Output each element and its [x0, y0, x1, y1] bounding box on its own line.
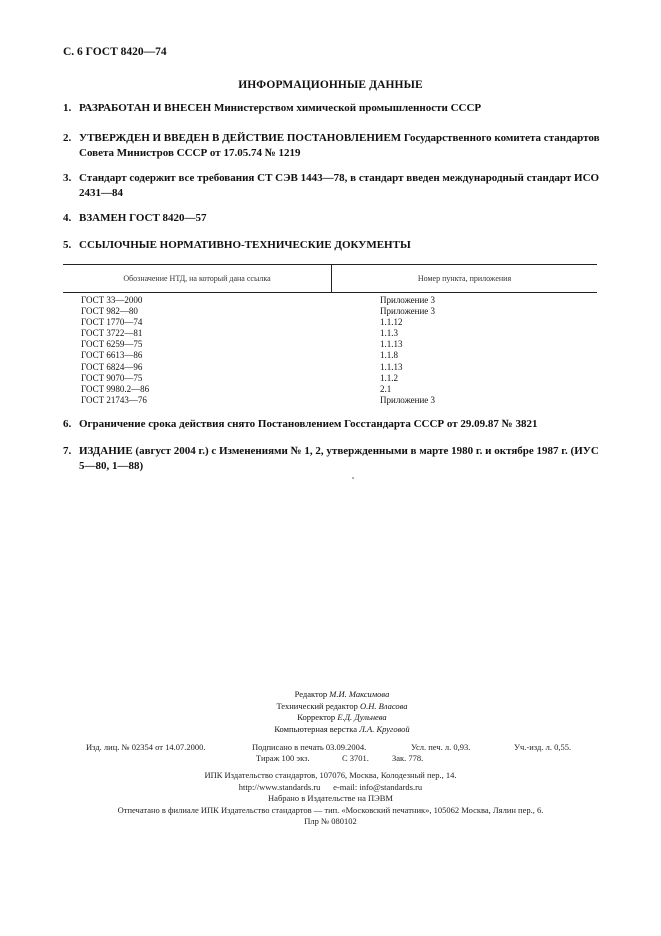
table-row: [63, 373, 597, 384]
item-text: ИЗДАНИЕ (август 2004 г.) с Изменениями № 1, 2, утвержденными в марте 1980 г. и октябре 1987 г. (ИУС 5—80, 1—88): [79, 445, 599, 472]
credit-proofreader: [232, 712, 452, 724]
table-header-designation: Обозначение НТД, на который дана ссылка: [123, 274, 271, 283]
credit-name: Л.А. Круговой: [359, 723, 410, 734]
table-cell-clause: 1.1.13: [380, 361, 403, 372]
item-number: 2.: [63, 132, 72, 144]
credit-name: М.И. Максимова: [329, 689, 390, 699]
table-cell-clause: Приложение 3: [380, 306, 436, 317]
scan-speck: [352, 477, 354, 479]
signed-info: Подписано в печать 03.09.2004.: [252, 742, 367, 752]
credit-tech-editor: [232, 701, 452, 713]
table-cell-clause: Приложение 3: [380, 295, 436, 305]
item-number: 3.: [63, 172, 72, 184]
item-text: РАЗРАБОТАН И ВНЕСЕН Министерством химической промышленности СССР: [79, 102, 482, 114]
publisher-web: http://www.standards.ru e-mail: info@standards.ru: [238, 781, 423, 792]
order-info: Зак. 778.: [392, 753, 424, 763]
edu-sheets-info: Уч.-изд. л. 0,55.: [514, 742, 572, 752]
table-cell-designation: ГОСТ 1770—74: [81, 317, 143, 328]
table-cell-designation: ГОСТ 6613—86: [81, 350, 143, 361]
item-number: 6.: [63, 418, 72, 430]
table-row: [63, 317, 597, 328]
credit-role: Редактор: [294, 689, 328, 699]
credit-layout: [232, 724, 452, 736]
plr-number: Плр № 080102: [304, 816, 357, 826]
table-cell-designation: ГОСТ 6259—75: [81, 339, 143, 350]
item-text: Ограничение срока действия снято Постановлением Госстандарта СССР от 29.09.87 № 3821: [79, 418, 538, 430]
info-item-7: [63, 444, 603, 473]
table-cell-designation: ГОСТ 33—2000: [81, 295, 143, 305]
info-item-1: [63, 101, 603, 116]
table-cell-designation: ГОСТ 21743—76: [81, 394, 147, 405]
table-cell-designation: ГОСТ 3722—81: [81, 328, 143, 339]
item-text: УТВЕРЖДЕН И ВВЕДЕН В ДЕЙСТВИЕ ПОСТАНОВЛЕНИЕМ Государственного комитета стандартов Совета Министров СССР от 17.05.74 № 1219: [79, 132, 600, 159]
table-header-row: [63, 265, 597, 293]
item-number: 5.: [63, 239, 72, 251]
info-item-2: [63, 131, 603, 160]
table-cell-designation: ГОСТ 9070—75: [81, 372, 143, 383]
table-cell-clause: Приложение 3: [380, 394, 436, 405]
info-item-6: [63, 417, 603, 432]
item-text: ССЫЛОЧНЫЕ НОРМАТИВНО-ТЕХНИЧЕСКИЕ ДОКУМЕНТЫ: [79, 239, 411, 251]
credit-role: Корректор: [297, 712, 336, 722]
table-cell-designation: ГОСТ 982—80: [81, 306, 138, 317]
license-info: Изд. лиц. № 02354 от 14.07.2000.: [86, 742, 206, 752]
item-text: Стандарт содержит все требования СТ СЭВ 1443—78, в стандарт введен международный стандарт ИСО 2431—84: [79, 172, 600, 199]
table-row: [63, 395, 597, 406]
imprint-credits: [232, 689, 452, 735]
table-row: [63, 295, 597, 306]
table-cell-designation: ГОСТ 6824—96: [81, 361, 143, 372]
table-row: [63, 350, 597, 361]
section-title: ИНФОРМАЦИОННЫЕ ДАННЫЕ: [238, 79, 423, 91]
credit-editor: [232, 689, 452, 701]
table-cell-clause: 1.1.2: [380, 372, 398, 383]
table-row: [63, 384, 597, 395]
run-info: Тираж 100 экз.: [256, 753, 310, 763]
credit-name: Е.Д. Дульнева: [337, 712, 387, 722]
item-number: 7.: [63, 445, 72, 457]
info-item-3: [63, 171, 603, 200]
reference-table: [63, 264, 597, 406]
table-cell-clause: 1.1.12: [380, 317, 403, 328]
publisher-address: ИПК Издательство стандартов, 107076, Москва, Колодезный пер., 14.: [204, 770, 457, 780]
table-header-clause: Номер пункта, приложения: [417, 274, 512, 283]
publisher-info: [0, 770, 661, 828]
table-cell-clause: 1.1.3: [380, 328, 398, 339]
table-cell-clause: 1.1.13: [380, 339, 403, 350]
table-row: [63, 339, 597, 350]
info-item-4: [63, 211, 603, 226]
item-number: 1.: [63, 102, 72, 114]
table-row: [63, 328, 597, 339]
credit-role: Компьютерная верстка: [274, 723, 358, 734]
page-header: С. 6 ГОСТ 8420—74: [63, 46, 167, 58]
typeset-note: Набрано в Издательстве на ПЭВМ: [268, 793, 393, 803]
credit-name: О.Н. Власова: [359, 700, 408, 711]
table-cell-clause: 1.1.8: [380, 350, 398, 361]
credit-role: Технический редактор: [276, 700, 358, 711]
c-info: С 3701.: [342, 753, 369, 763]
table-row: [63, 362, 597, 373]
table-row: [63, 306, 597, 317]
table-cell-designation: ГОСТ 9980.2—86: [81, 383, 150, 394]
item-text: ВЗАМЕН ГОСТ 8420—57: [79, 212, 207, 224]
info-item-5: [63, 238, 603, 253]
sheets-info: Усл. печ. л. 0,93.: [411, 742, 471, 752]
printed-note: Отпечатано в филиале ИПК Издательство стандартов — тип. «Московский печатник», 105062 Москва, Лялин пер., 6.: [117, 804, 544, 815]
item-number: 4.: [63, 212, 72, 224]
table-cell-clause: 2.1: [380, 383, 392, 394]
table-body: [63, 295, 597, 406]
